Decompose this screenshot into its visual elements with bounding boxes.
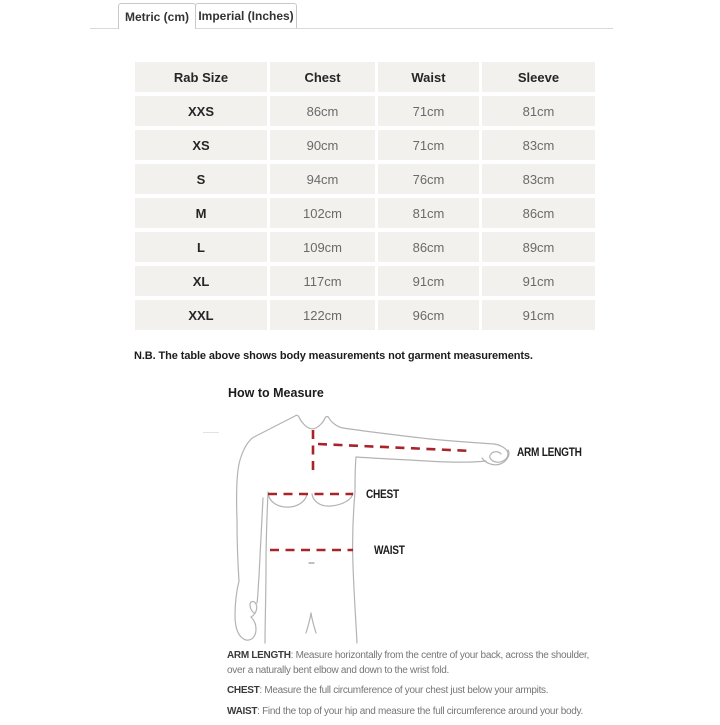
size-table: [135, 62, 595, 334]
instruction-arm-length: [227, 649, 607, 678]
torso-right-edge: [353, 492, 357, 643]
chest-value: 94cm: [270, 164, 378, 198]
measure-instructions: [227, 649, 607, 725]
tab-imperial-inches[interactable]: [195, 3, 297, 28]
instruction-chest: [227, 684, 607, 699]
tab-metric-label: Metric (cm): [124, 9, 189, 24]
torso-outline: [237, 415, 508, 520]
body-measurements-note: N.B. The table above shows body measurements not garment measurements.: [134, 350, 533, 362]
hanging-arm-outline: [235, 520, 256, 640]
size-label: XL: [135, 266, 270, 300]
how-to-measure-title: How to Measure: [228, 386, 324, 400]
table-row: [135, 130, 595, 164]
instruction-term: CHEST: [227, 685, 260, 696]
sleeve-value: 86cm: [482, 198, 595, 232]
table-row: [135, 266, 595, 300]
instruction-waist: [227, 705, 607, 720]
chest-value: 109cm: [270, 232, 378, 266]
size-label: S: [135, 164, 270, 198]
waist-value: 76cm: [378, 164, 482, 198]
left-hand-thumb: [250, 601, 257, 617]
sleeve-value: 91cm: [482, 266, 595, 300]
instruction-text: : Measure horizontally from the centre of your back, across the shoulder, over a naturally bent elbow and down to the wrist fold.: [227, 650, 589, 676]
waist-value: 81cm: [378, 198, 482, 232]
instruction-term: WAIST: [227, 705, 258, 717]
column-header-waist: Waist: [378, 62, 482, 96]
sleeve-value: 89cm: [482, 232, 595, 266]
torso-left-edge: [265, 492, 268, 643]
arm-length-diagram-label: ARM LENGTH: [517, 445, 582, 459]
table-row: [135, 96, 595, 130]
body-outline-illustration: [210, 400, 520, 645]
table-row: [135, 198, 595, 232]
column-header-sleeve: Sleeve: [482, 62, 595, 96]
crotch-line: [306, 613, 316, 633]
waist-value: 86cm: [378, 232, 482, 266]
table-row: [135, 164, 595, 198]
chest-diagram-label: CHEST: [366, 487, 399, 501]
instruction-text: : Find the top of your hip and measure the full circumference around your body.: [257, 705, 583, 717]
column-header-rab-size: Rab Size: [135, 62, 270, 96]
sleeve-value: 91cm: [482, 300, 595, 334]
table-row: [135, 300, 595, 334]
sleeve-value: 81cm: [482, 96, 595, 130]
waist-value: 96cm: [378, 300, 482, 334]
sleeve-value: 83cm: [482, 164, 595, 198]
chest-value: 117cm: [270, 266, 378, 300]
sleeve-value: 83cm: [482, 130, 595, 164]
waist-value: 91cm: [378, 266, 482, 300]
size-label: M: [135, 198, 270, 232]
size-label: L: [135, 232, 270, 266]
table-row: [135, 232, 595, 266]
tab-metric-cm[interactable]: [118, 3, 196, 29]
arm-length-measure-dash-line: [318, 444, 472, 451]
hanging-arm-inner-edge: [257, 498, 263, 603]
chest-value: 122cm: [270, 300, 378, 334]
waist-value: 71cm: [378, 130, 482, 164]
tab-imperial-label: Imperial (Inches): [198, 9, 294, 23]
chest-value: 86cm: [270, 96, 378, 130]
instruction-text: : Measure the full circumference of your chest just below your armpits.: [259, 685, 549, 696]
size-label: XXL: [135, 300, 270, 334]
chest-value: 90cm: [270, 130, 378, 164]
column-header-chest: Chest: [270, 62, 378, 96]
size-label: XXS: [135, 96, 270, 130]
chest-value: 102cm: [270, 198, 378, 232]
size-label: XS: [135, 130, 270, 164]
waist-diagram-label: WAIST: [374, 543, 405, 557]
instruction-term: ARM LENGTH: [227, 650, 291, 661]
table-header-row: [135, 62, 595, 96]
waist-value: 71cm: [378, 96, 482, 130]
